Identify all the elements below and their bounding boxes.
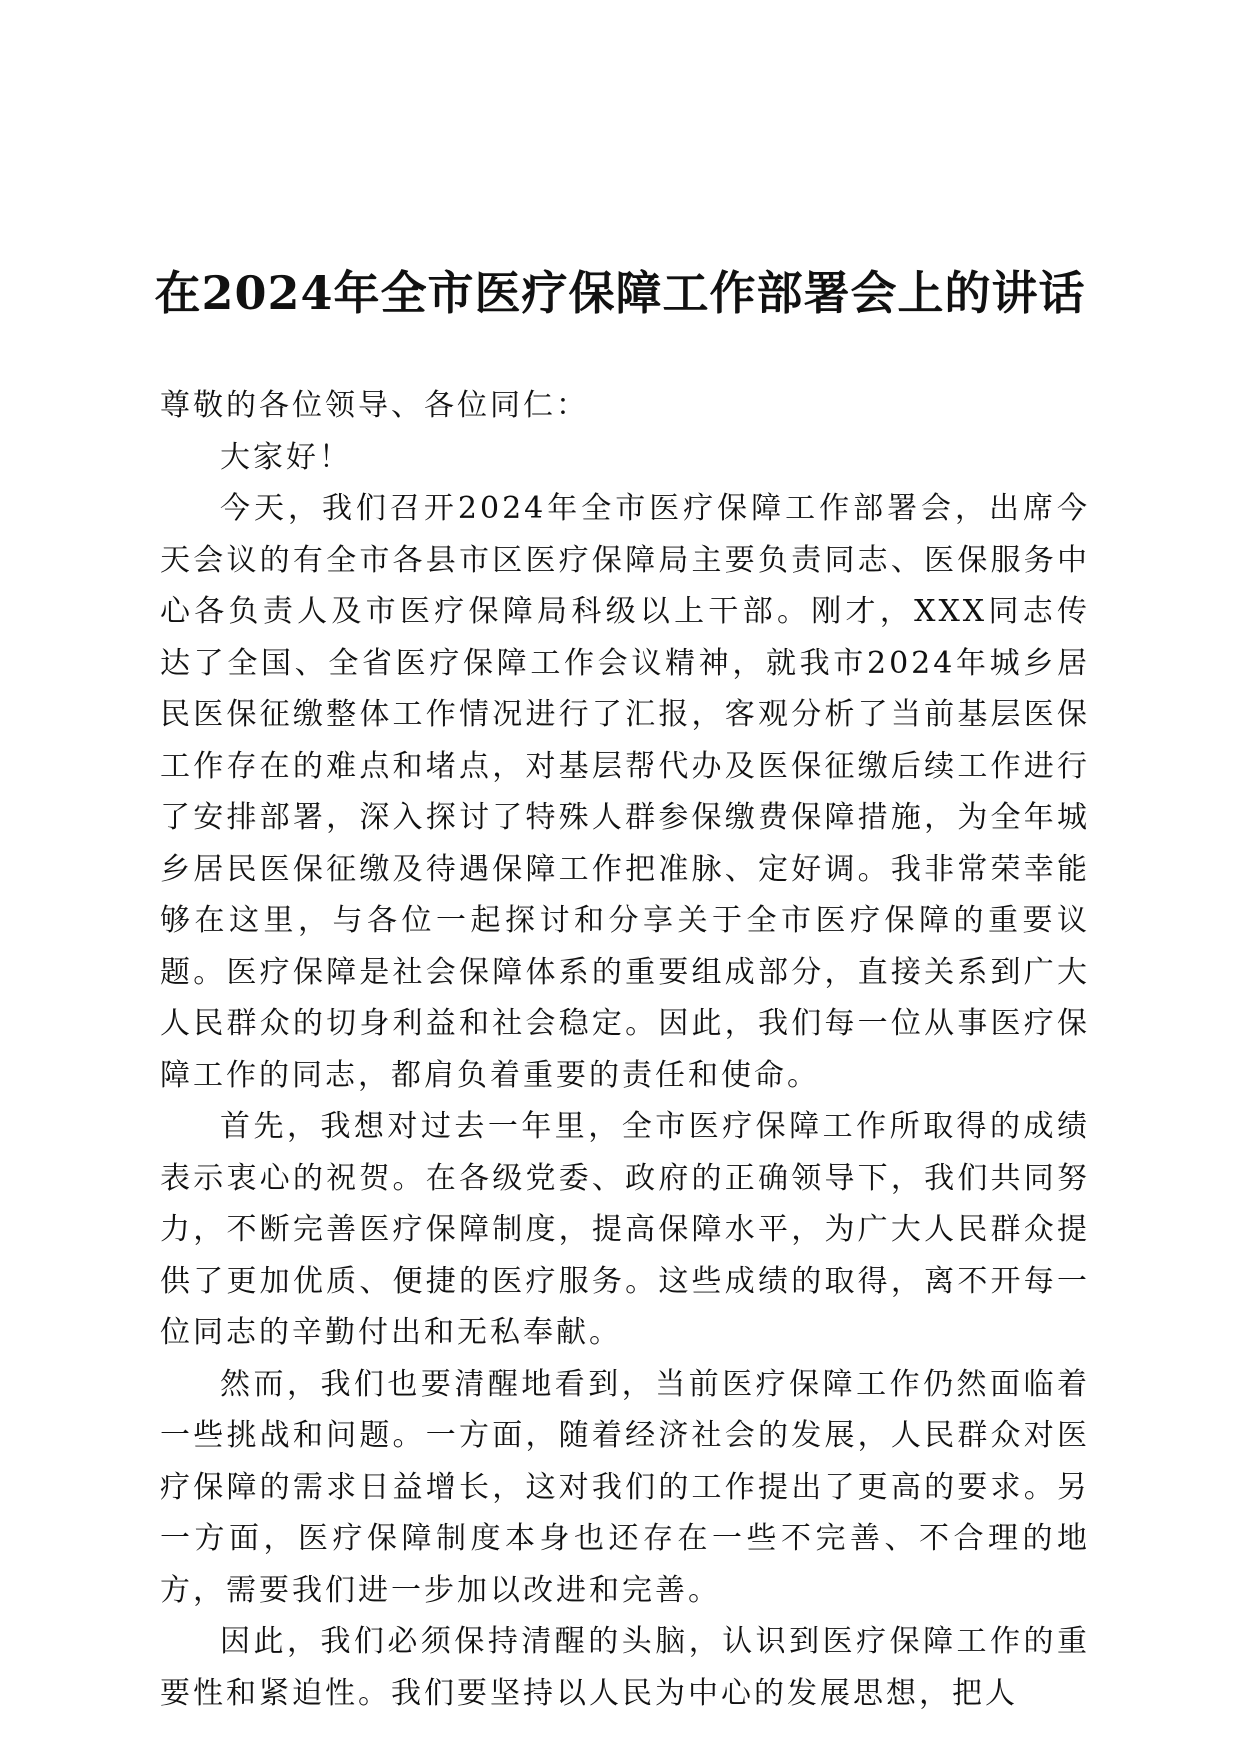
paragraph-4: 因此，我们必须保持清醒的头脑，认识到医疗保障工作的重要性和紧迫性。我们要坚持以人民为中心的发展思想，把人	[160, 1624, 1090, 1711]
paragraph-2: 首先，我想对过去一年里，全市医疗保障工作所取得的成绩表示衷心的祝贺。在各级党委、政府的正确领导下，我们共同努力，不断完善医疗保障制度，提高保障水平，为广大人民群众提供了更加优质、便捷的医疗服务。这些成绩的取得，离不开每一位同志的辛勤付出和无私奉献。	[160, 1109, 1090, 1350]
document-body	[160, 380, 1090, 1719]
paragraph-1: 今天，我们召开2024年全市医疗保障工作部署会，出席今天会议的有全市各县市区医疗保障局主要负责同志、医保服务中心各负责人及市医疗保障局科级以上干部。刚才，XXX同志传达了全国、全省医疗保障工作会议精神，就我市2024年城乡居民医保征缴整体工作情况进行了汇报，客观分析了当前基层医保工作存在的难点和堵点，对基层帮代办及医保征缴后续工作进行了安排部署，深入探讨了特殊人群参保缴费保障措施，为全年城乡居民医保征缴及待遇保障工作把准脉、定好调。我非常荣幸能够在这里，与各位一起探讨和分享关于全市医疗保障的重要议题。医疗保障是社会保障体系的重要组成部分，直接关系到广大人民群众的切身利益和社会稳定。因此，我们每一位从事医疗保障工作的同志，都肩负着重要的责任和使命。	[160, 491, 1090, 1093]
greeting: 大家好！	[220, 439, 352, 475]
paragraph-3: 然而，我们也要清醒地看到，当前医疗保障工作仍然面临着一些挑战和问题。一方面，随着经济社会的发展，人民群众对医疗保障的需求日益增长，这对我们的工作提出了更高的要求。另一方面，医疗保障制度本身也还存在一些不完善、不合理的地方，需要我们进一步加以改进和完善。	[160, 1366, 1090, 1608]
salutation: 尊敬的各位领导、各位同仁：	[160, 388, 589, 423]
document-title: 在2024年全市医疗保障工作部署会上的讲话	[154, 265, 1086, 320]
